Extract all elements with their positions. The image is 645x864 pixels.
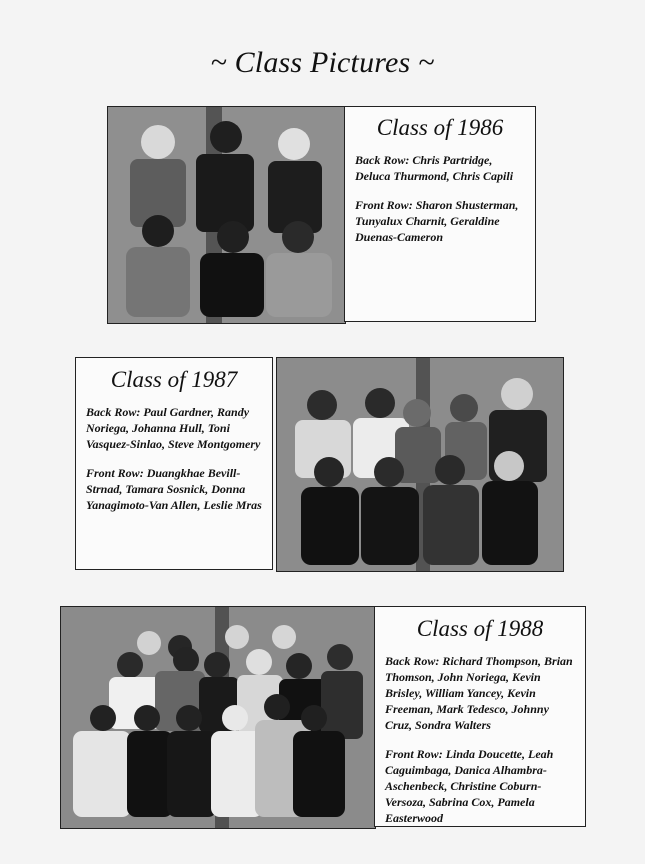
class-1987-front-row-label: Front Row: (86, 465, 144, 480)
class-1988-photo (60, 606, 376, 829)
class-1987-group-image (277, 358, 563, 571)
class-1986-title: Class of 1986 (376, 115, 504, 140)
class-1987-back-row-names: Paul Gardner, Randy Noriega, Johanna Hull, Toni Vasquez-Sinlao, Steve Montgomery (86, 405, 261, 451)
class-1987-title: Class of 1987 (110, 367, 238, 392)
class-1987-front-row-names: Duangkhae Bevill-Strnad, Tamara Sosnick, Donna Yanagimoto-Van Allen, Leslie Mras (86, 465, 262, 512)
class-1986-front-row-label: Front Row: (355, 197, 413, 212)
class-1986-back-row (355, 153, 525, 185)
class-1986-back-row-names: Chris Partridge, Deluca Thurmond, Chris Capili (355, 153, 514, 183)
class-1986-back-row-label: Back Row: (355, 153, 410, 167)
class-1988-group-image (61, 607, 375, 828)
class-1987-front-row (86, 466, 262, 514)
page-title: ~ Class Pictures ~ (210, 46, 435, 79)
class-1988-title: Class of 1988 (416, 616, 544, 641)
class-1988-back-row-label: Back Row: (385, 654, 440, 668)
class-1987-photo (276, 357, 564, 572)
class-1986-photo (107, 106, 346, 324)
class-1988-back-row (385, 654, 575, 734)
class-1986-front-row (355, 198, 525, 246)
class-1988-caption (374, 606, 586, 827)
class-1987-caption (75, 357, 273, 570)
class-1987-back-row-label: Back Row: (86, 405, 141, 419)
class-1987-back-row (86, 405, 262, 453)
class-1986-group-image (108, 107, 345, 323)
class-1988-front-row (385, 747, 575, 827)
class-1988-back-row-names: Richard Thompson, Brian Thomson, John Noriega, Kevin Brisley, William Yancey, Kevin Freeman, Mark Tedesco, Johnny Cruz, Sondra Walters (385, 654, 573, 732)
class-1988-front-row-label: Front Row: (385, 746, 443, 761)
class-1988-front-row-names: Linda Doucette, Leah Caguimbaga, Danica Alhambra-Aschenbeck, Christine Coburn-Versoza, Sabrina Cox, Pamela Easterwood (385, 746, 554, 825)
class-1986-front-row-names: Sharon Shusterman, Tunyalux Charnit, Geraldine Duenas-Cameron (355, 197, 519, 244)
class-1986-caption (344, 106, 536, 322)
